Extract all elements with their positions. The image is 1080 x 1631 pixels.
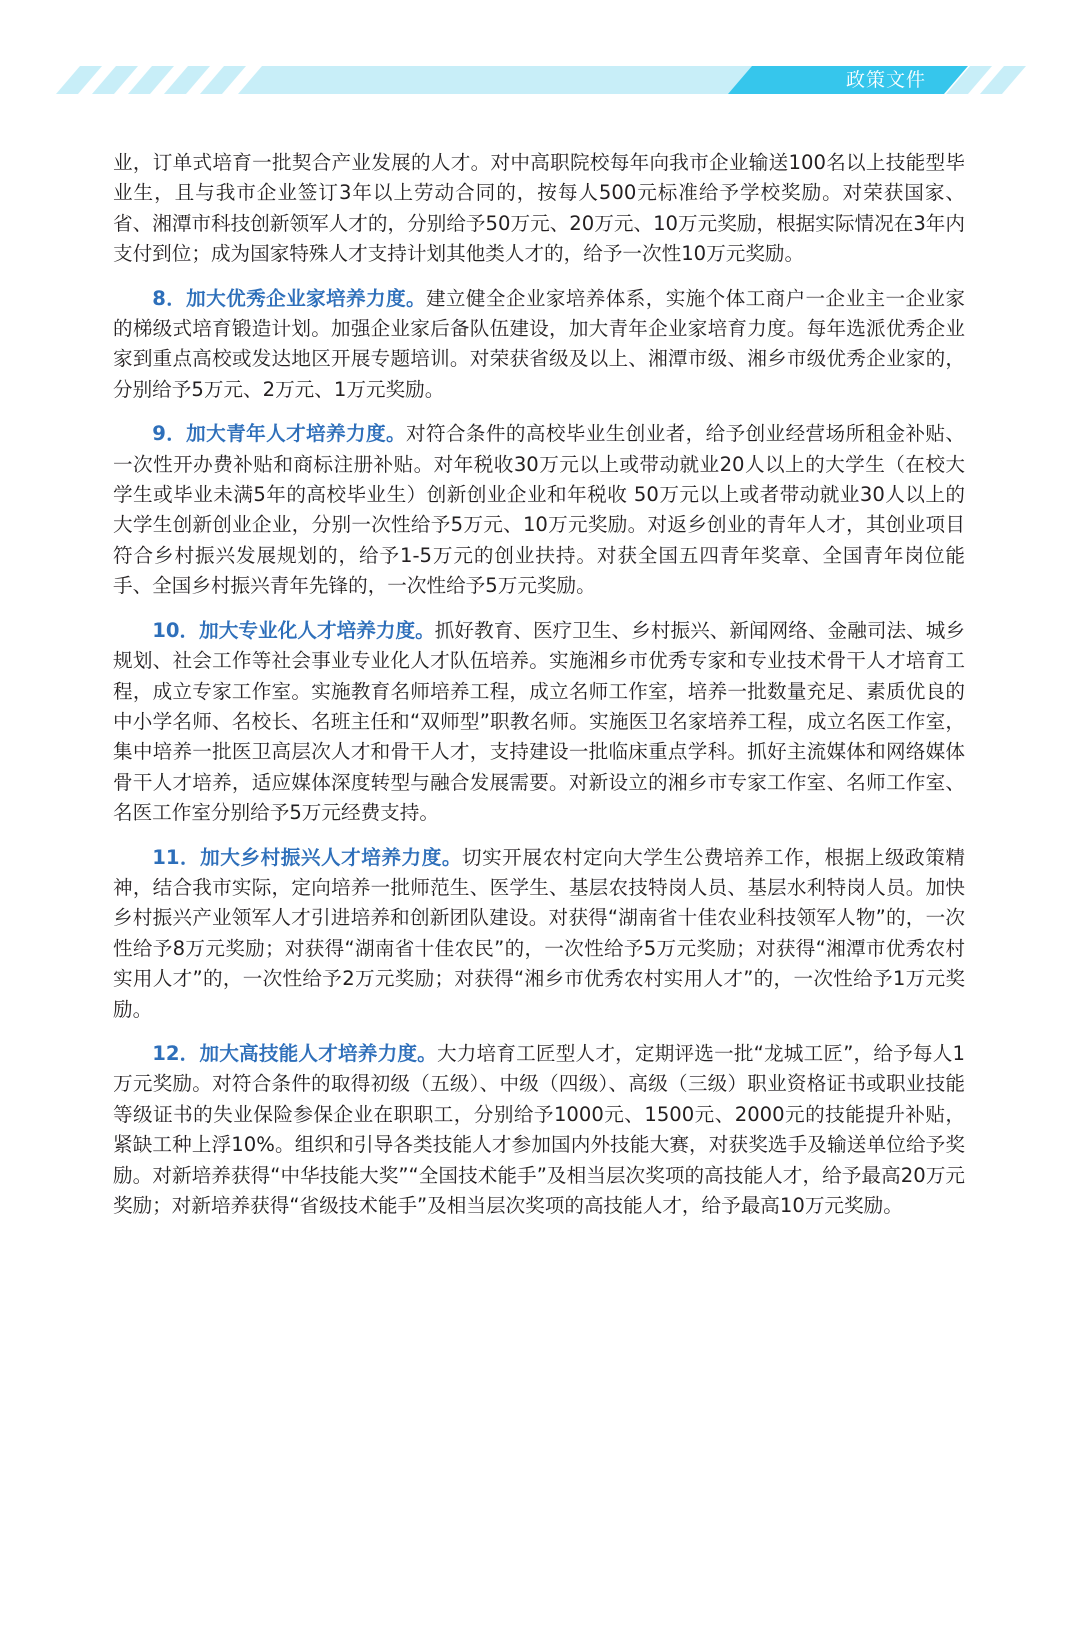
- paragraph-item-8: [113, 284, 965, 406]
- paragraph-body: 对符合条件的高校毕业生创业者，给予创业经营场所租金补贴、一次性开办费补贴和商标注册补贴。对年税收30万元以上或带动就业20人以上的大学生（在校大学生或毕业未满5年的高校毕业生）创新创业企业和年税收 50万元以上或者带动就业30人以上的大学生创新创业企业，分别一次性给予5万元、10万元奖励。对返乡创业的青年人才，其创业项目符合乡村振兴发展规划的，给予1-5万元的创业扶持。对获全国五四青年奖章、全国青年岗位能手、全国乡村振兴青年先锋的，一次性给予5万元奖励。: [113, 422, 966, 598]
- document-body: [113, 148, 965, 1235]
- paragraph-heading: 9．加大青年人才培养力度。: [152, 422, 406, 446]
- paragraph-heading: 8．加大优秀企业家培养力度。: [152, 286, 426, 310]
- paragraph-item-11: [113, 843, 965, 1025]
- paragraph-heading: 10．加大专业化人才培养力度。: [152, 618, 435, 642]
- paragraph-item-12: [113, 1039, 965, 1221]
- paragraph-item-10: [113, 616, 965, 829]
- paragraph-body: 切实开展农村定向大学生公费培养工作，根据上级政策精神，结合我市实际，定向培养一批师范生、医学生、基层农技特岗人员、基层水利特岗人员。加快乡村振兴产业领军人才引进培养和创新团队建设。对获得“湖南省十佳农业科技领军人物”的，一次性给予8万元奖励；对获得“湖南省十佳农民”的，一次性给予5万元奖励；对获得“湘潭市优秀农村实用人才”的，一次性给予2万元奖励；对获得“湘乡市优秀农村实用人才”的，一次性给予1万元奖励。: [113, 845, 965, 1021]
- paragraph-heading: 12．加大高技能人才培养力度。: [152, 1041, 437, 1065]
- paragraph-heading: 11．加大乡村振兴人才培养力度。: [152, 845, 462, 869]
- paragraph-body: 大力培育工匠型人才，定期评选一批“龙城工匠”，给予每人1万元奖励。对符合条件的取得初级（五级）、中级（四级）、高级（三级）职业资格证书或职业技能等级证书的失业保险参保企业在职职工，分别给予1000元、1500元、2000元的技能提升补贴，紧缺工种上浮10%。组织和引导各类技能人才参加国内外技能大赛，对获奖选手及输送单位给予奖励。对新培养获得“中华技能大奖”“全国技术能手”及相当层次奖项的高技能人才，给予最高20万元奖励；对新培养获得“省级技术能手”及相当层次奖项的高技能人才，给予最高10万元奖励。: [113, 1041, 965, 1217]
- paragraph-body: 抓好教育、医疗卫生、乡村振兴、新闻网络、金融司法、城乡规划、社会工作等社会事业专业化人才队伍培养。实施湘乡市优秀专家和专业技术骨干人才培育工程，成立专家工作室。实施教育名师培养工程，成立名师工作室，培养一批数量充足、素质优良的中小学名师、名校长、名班主任和“双师型”职教名师。实施医卫名家培养工程，成立名医工作室，集中培养一批医卫高层次人才和骨干人才，支持建设一批临床重点学科。抓好主流媒体和网络媒体骨干人才培养，适应媒体深度转型与融合发展需要。对新设立的湘乡市专家工作室、名师工作室、名医工作室分别给予5万元经费支持。: [113, 618, 965, 825]
- paragraph-item-9: [113, 419, 965, 601]
- paragraph-continued: [113, 148, 965, 270]
- page-header-band: [0, 0, 1080, 110]
- paragraph-body: 业，订单式培育一批契合产业发展的人才。对中高职院校每年向我市企业输送100名以上技能型毕业生，且与我市企业签订3年以上劳动合同的，按每人500元标准给予学校奖励。对荣获国家、省、湘潭市科技创新领军人才的，分别给予50万元、20万元、10万元奖励，根据实际情况在3年内支付到位；成为国家特殊人才支持计划其他类人才的，给予一次性10万元奖励。: [113, 151, 965, 266]
- section-label: 政策文件: [845, 69, 926, 91]
- paragraph-body: 建立健全企业家培养体系，实施个体工商户一企业主一企业家的梯级式培育锻造计划。加强企业家后备队伍建设，加大青年企业家培育力度。每年选派优秀企业家到重点高校或发达地区开展专题培训。对荣获省级及以上、湘潭市级、湘乡市级优秀企业家的，分别给予5万元、2万元、1万元奖励。: [113, 286, 965, 401]
